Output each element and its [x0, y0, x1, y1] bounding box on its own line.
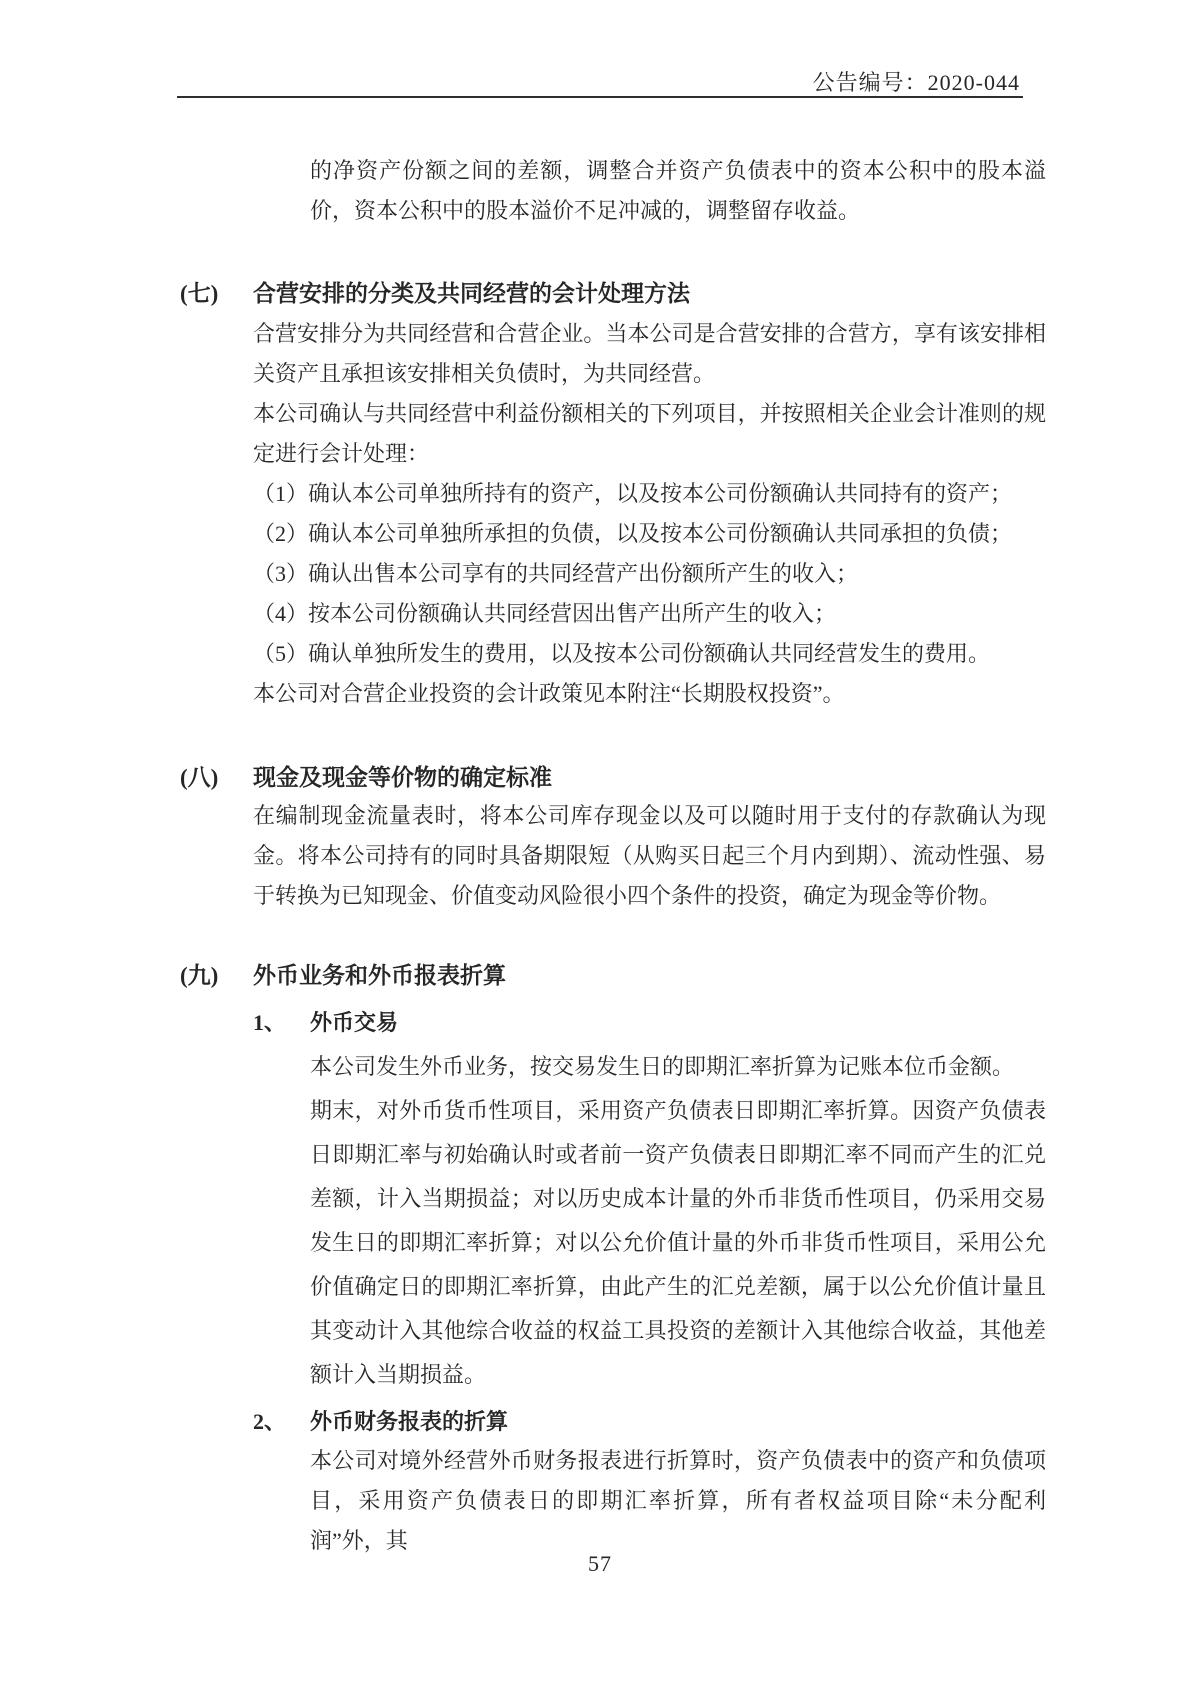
subsection-2-heading	[253, 1402, 509, 1442]
subsection-1-number: 1、	[253, 1010, 287, 1035]
section-7-number: (七)	[180, 281, 219, 306]
list-item: （1）确认本公司单独所持有的资产，以及按本公司份额确认共同持有的资产；	[253, 481, 1013, 506]
subsection-2-number: 2、	[253, 1409, 287, 1434]
header-rule	[177, 96, 1023, 98]
announcement-number: 公告编号：2020-044	[812, 70, 1020, 95]
section-9-heading	[180, 956, 506, 996]
section-7-title: 合营安排的分类及共同经营的会计处理方法	[253, 281, 690, 306]
paragraph: 本公司对合营企业投资的会计政策见本附注“长期股权投资”。	[253, 681, 845, 706]
section-8-heading	[180, 758, 552, 798]
paragraph: 期末，对外币货币性项目，采用资产负债表日即期汇率折算。因资产负债表日即期汇率与初始确认时或者前一资产负债表日即期汇率不同而产生的汇兑差额，计入当期损益；对以历史成本计量的外币非货币性项目，仍采用交易发生日的即期汇率折算；对以公允价值计量的外币非货币性项目，采用公允价值确定日的即期汇率折算，由此产生的汇兑差额，属于以公允价值计量且其变动计入其他综合收益的权益工具投资的差额计入其他综合收益，其他差额计入当期损益。	[310, 1098, 1046, 1387]
section-8-body	[253, 796, 1046, 916]
list-item: （3）确认出售本公司享有的共同经营产出份额所产生的收入；	[253, 561, 859, 586]
paragraph: 合营安排分为共同经营和合营企业。当本公司是合营安排的合营方，享有该安排相关资产且承担该安排相关负债时，为共同经营。	[253, 321, 1046, 386]
paragraph: 在编制现金流量表时，将本公司库存现金以及可以随时用于支付的存款确认为现金。将本公司持有的同时具备期限短（从购买日起三个月内到期）、流动性强、易于转换为已知现金、价值变动风险很小四个条件的投资，确定为现金等价物。	[253, 803, 1046, 908]
paragraph: 本公司确认与共同经营中利益份额相关的下列项目，并按照相关企业会计准则的规定进行会计处理：	[253, 401, 1046, 466]
intro-paragraph	[310, 151, 1046, 231]
list-item: （4）按本公司份额确认共同经营因出售产出所产生的收入；	[253, 601, 837, 626]
subsection-2-title: 外币财务报表的折算	[310, 1409, 509, 1434]
page-number: 57	[588, 1551, 612, 1576]
subsection-1-body	[310, 1045, 1046, 1397]
list-item: （5）确认单独所发生的费用，以及按本公司份额确认共同经营发生的费用。	[253, 641, 991, 666]
section-7-heading	[180, 274, 690, 314]
paragraph: 的净资产份额之间的差额，调整合并资产负债表中的资本公积中的股本溢价，资本公积中的股本溢价不足冲减的，调整留存收益。	[310, 158, 1046, 223]
paragraph: 本公司发生外币业务，按交易发生日的即期汇率折算为记账本位币金额。	[310, 1054, 1015, 1079]
paragraph: 本公司对境外经营外币财务报表进行折算时，资产负债表中的资产和负债项目，采用资产负债表日的即期汇率折算，所有者权益项目除“未分配利润”外，其	[310, 1448, 1046, 1553]
list-item: （2）确认本公司单独所承担的负债，以及按本公司份额确认共同承担的负债；	[253, 521, 1013, 546]
section-7-body	[253, 314, 1046, 714]
section-8-number: (八)	[180, 765, 219, 790]
subsection-2-body	[310, 1441, 1046, 1561]
subsection-1-heading	[253, 1003, 399, 1043]
section-9-title: 外币业务和外币报表折算	[253, 963, 506, 988]
subsection-1-title: 外币交易	[310, 1010, 399, 1035]
section-8-title: 现金及现金等价物的确定标准	[253, 765, 552, 790]
section-9-number: (九)	[180, 963, 219, 988]
